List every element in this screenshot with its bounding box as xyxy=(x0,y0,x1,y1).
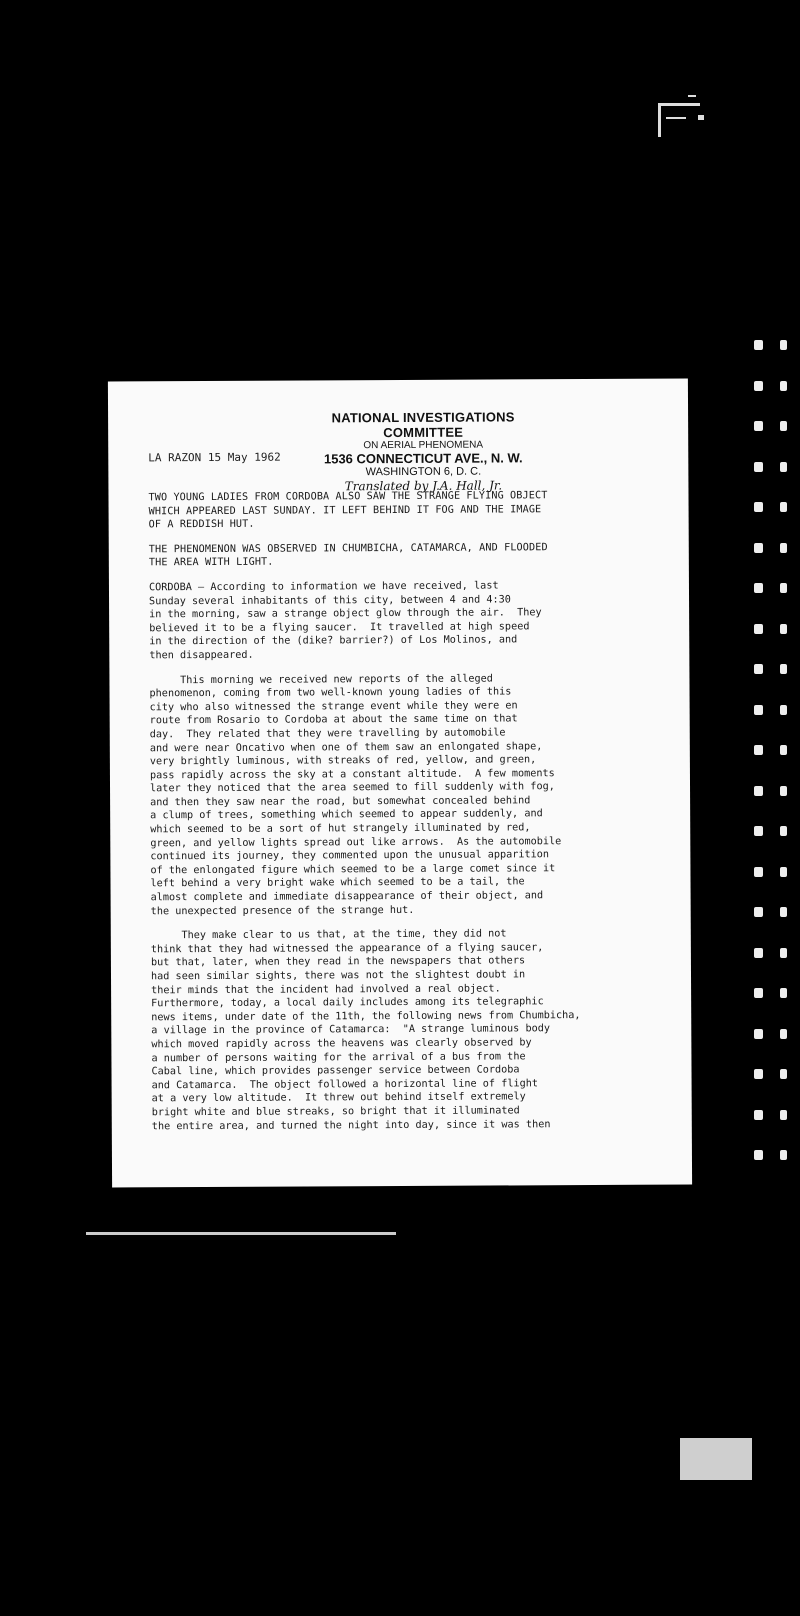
sprocket-hole xyxy=(780,421,787,431)
sprocket-hole xyxy=(754,826,763,836)
sprocket-hole xyxy=(754,705,763,715)
sprocket-hole xyxy=(754,624,763,634)
sprocket-hole xyxy=(780,705,787,715)
paragraph-2: This morning we received new reports of the alleged phenomenon, coming from two well-known young ladies of this city who also witnessed the strange event while they were en route from Rosario to Cordoba at about the same time on that day. They related that they were travelling by automobile and were near Oncativo when one of them saw an enlongated shape, very brightly luminous, with streaks of red, yellow, and green, pass rapidly across the sky at a constant altitude. A few moments later they noticed that the area seemed to fill suddenly with fog, and then they saw near the road, but somewhat concealed behind a clump of trees, something which seemed to appear suddenly, and which seemed to be a sort of hut strangely illuminated by red, green, and yellow lights spread out like arrows. As the automobile continued its journey, they commented upon the unusual apparition of the enlongated figure which seemed to be a large comet since it left behind a very bright wake which seemed to be a tail, the almost complete and immediate disappearance of their object, and the unexpected presence of the strange hut. xyxy=(149,673,562,917)
sprocket-hole xyxy=(754,1069,763,1079)
sprocket-hole xyxy=(780,1150,787,1160)
letterhead-org-name: NATIONAL INVESTIGATIONS COMMITTEE xyxy=(331,409,515,441)
sprocket-hole xyxy=(754,340,763,350)
sprocket-hole xyxy=(780,988,787,998)
sprocket-hole xyxy=(754,1150,763,1160)
sprocket-hole xyxy=(754,543,763,553)
sprocket-hole xyxy=(780,462,787,472)
sprocket-hole xyxy=(754,583,763,593)
document-page xyxy=(108,378,692,1187)
letterhead-street: 1536 CONNECTICUT AVE., N. W. xyxy=(323,450,523,467)
sprocket-hole xyxy=(780,624,787,634)
sprocket-hole xyxy=(780,1029,787,1039)
article-body xyxy=(148,489,661,1145)
sprocket-hole xyxy=(754,948,763,958)
sprocket-hole xyxy=(780,907,787,917)
sprocket-hole xyxy=(754,421,763,431)
letterhead xyxy=(303,409,543,493)
film-specks xyxy=(658,95,728,140)
headline-1: TWO YOUNG LADIES FROM CORDOBA ALSO SAW THE STRANGE FLYING OBJECT WHICH APPEARED LAST SUNDAY. IT LEFT BEHIND IT FOG AND THE IMAGE OF A REDDISH HUT. xyxy=(148,490,548,531)
sprocket-hole xyxy=(780,867,787,877)
sprocket-hole xyxy=(754,786,763,796)
film-light-patch xyxy=(680,1438,752,1480)
letterhead-org-sub: ON AERIAL PHENOMENA xyxy=(363,439,484,452)
sprocket-hole xyxy=(780,381,787,391)
sprocket-hole xyxy=(780,583,787,593)
sprocket-hole xyxy=(754,867,763,877)
paragraph-3: They make clear to us that, at the time, they did not think that they had witnessed the appearance of a flying saucer, but that, later, when they read in the newspapers that others had seen similar sights, there was not the slightest doubt in their minds that the incident had involved a real object. Furthermore, today, a local daily includes among its telegraphic news items, under date of the 11th, the following news from Chumbicha, a village in the province of Catamarca: "A strange luminous body which moved rapidly across the heavens was clearly observed by a number of persons waiting for the arrival of a bus from the Cabal line, which provides passenger service between Cordoba and Catamarca. The object followed a horizontal line of flight at a very low altitude. It threw out behind itself extremely bright white and blue streaks, so bright that it illuminated the entire area, and turned the night into day, since it was then xyxy=(150,928,581,1132)
film-edge-line xyxy=(86,1232,396,1235)
sprocket-hole xyxy=(754,1110,763,1120)
sprocket-hole xyxy=(780,664,787,674)
sprocket-hole xyxy=(754,381,763,391)
paragraph-1: CORDOBA — According to information we have received, last Sunday several inhabitants of this city, between 4 and 4:30 in the morning, saw a strange object glow through the air. They believed it to be a flying saucer. It travelled at high speed in the direction of the (dike? barrier?) of Los Molinos, and then disappeared. xyxy=(148,580,542,662)
sprocket-hole xyxy=(754,907,763,917)
translator-note: Translated by J.A. Hall, Jr. xyxy=(344,478,503,494)
sprocket-hole xyxy=(780,340,787,350)
sprocket-hole xyxy=(754,462,763,472)
sprocket-hole xyxy=(780,543,787,553)
sprocket-hole xyxy=(754,502,763,512)
sprocket-hole xyxy=(780,786,787,796)
sprocket-hole xyxy=(754,745,763,755)
sprocket-hole xyxy=(780,745,787,755)
sprocket-hole xyxy=(754,988,763,998)
sprocket-hole xyxy=(754,664,763,674)
sprocket-hole xyxy=(780,826,787,836)
sprocket-hole xyxy=(780,1110,787,1120)
sprocket-hole xyxy=(780,1069,787,1079)
sprocket-hole xyxy=(780,502,787,512)
letterhead-city: WASHINGTON 6, D. C. xyxy=(365,465,482,479)
sprocket-hole xyxy=(754,1029,763,1039)
sprocket-hole xyxy=(780,948,787,958)
headline-2: THE PHENOMENON WAS OBSERVED IN CHUMBICHA, CATAMARCA, AND FLOODED THE AREA WITH LIGHT. xyxy=(148,542,548,569)
dateline: LA RAZON 15 May 1962 xyxy=(148,450,281,465)
